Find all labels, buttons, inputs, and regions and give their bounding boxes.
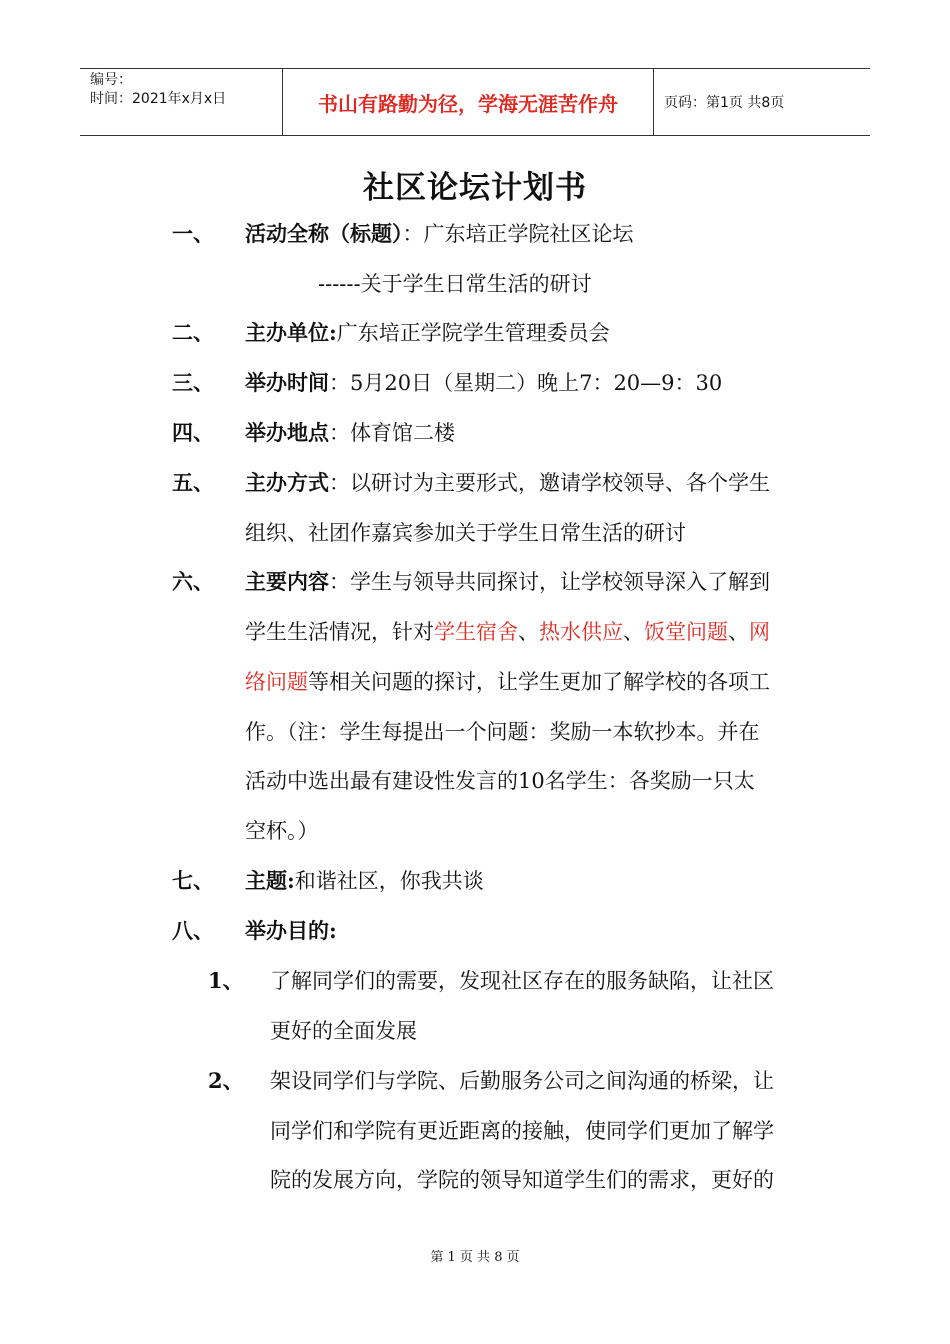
purpose-1-line-2: 更好的全面发展 — [270, 1019, 417, 1043]
section-7-line — [245, 866, 484, 896]
section-1-subtitle: ------关于学生日常生活的研讨 — [318, 272, 592, 296]
time-label: 时间：2021年x月x日 — [90, 91, 227, 107]
section-4-line — [245, 418, 455, 448]
section-6-line-2 — [245, 617, 770, 647]
number-label: 编号： — [90, 72, 132, 88]
document-header — [80, 68, 870, 136]
section-label: 举办时间 — [245, 370, 329, 395]
section-label: 举办地点 — [245, 420, 329, 445]
highlight-network-part2: 络问题 — [245, 670, 308, 694]
section-label: 主办方式 — [245, 470, 329, 495]
highlight-network-part1: 网 — [749, 620, 770, 644]
section-text: 广东培正学院学生管理委员会 — [336, 321, 610, 345]
section-label: 活动全称（标题） — [245, 221, 403, 246]
section-1-line — [245, 219, 634, 249]
section-5-line — [245, 468, 770, 498]
header-page-label: 页码：第1页 共8页 — [664, 95, 785, 111]
section-text: ：体育馆二楼 — [329, 421, 455, 445]
section-number: 三、 — [172, 370, 214, 395]
section-6-line-4: 作。（注：学生每提出一个问题：奖励一本软抄本。并在 — [245, 720, 760, 744]
purpose-2-line-2: 同学们和学院有更近距离的接触，使同学们更加了解学 — [270, 1119, 774, 1143]
section-6-line-5: 活动中选出最有建设性发言的10名学生：各奖励一只太 — [245, 769, 755, 793]
section-6-line-3 — [245, 667, 770, 697]
section-6-line-6: 空杯。） — [245, 819, 319, 843]
section-text: ：以研讨为主要形式，邀请学校领导、各个学生 — [329, 471, 770, 495]
section-label: 主题: — [245, 868, 295, 893]
section-number: 七、 — [172, 868, 214, 893]
section-8-label: 举办目的: — [245, 918, 337, 943]
text-span: 学生生活情况，针对 — [245, 620, 434, 644]
list-number: 1、 — [208, 968, 244, 993]
section-text: 和谐社区，你我共谈 — [294, 869, 484, 893]
section-6-line — [245, 567, 770, 597]
purpose-2-line-3: 院的发展方向，学院的领导知道学生们的需求，更好的 — [270, 1168, 774, 1192]
section-number: 八、 — [172, 918, 214, 943]
text-span: 等相关问题的探讨，让学生更加了解学校的各项工 — [308, 670, 770, 694]
section-number: 一、 — [172, 221, 214, 246]
page-footer: 第 1 页 共 8 页 — [430, 1250, 520, 1265]
section-number: 四、 — [172, 420, 214, 445]
highlight-dorm: 学生宿舍 — [434, 620, 518, 644]
section-3-line — [245, 368, 722, 398]
purpose-2-line-1: 架设同学们与学院、后勤服务公司之间沟通的桥梁，让 — [270, 1069, 774, 1093]
list-number: 2、 — [208, 1068, 244, 1093]
separator: 、 — [623, 620, 644, 644]
section-label: 主办单位: — [245, 320, 337, 345]
section-number: 五、 — [172, 470, 214, 495]
section-number: 二、 — [172, 320, 214, 345]
highlight-hot-water: 热水供应 — [539, 620, 623, 644]
purpose-1-line-1: 了解同学们的需要，发现社区存在的服务缺陷，让社区 — [270, 969, 774, 993]
separator: 、 — [728, 620, 749, 644]
highlight-canteen: 饭堂问题 — [644, 620, 728, 644]
section-text: ：学生与领导共同探讨，让学校领导深入了解到 — [329, 570, 770, 594]
header-motto: 书山有路勤为径，学海无涯苦作舟 — [282, 69, 654, 135]
section-number: 六、 — [172, 569, 214, 594]
document-title: 社区论坛计划书 — [363, 170, 587, 206]
section-text: ：5月20日（星期二）晚上7：20—9：30 — [329, 371, 723, 395]
header-meta — [80, 69, 282, 135]
section-label: 主要内容 — [245, 569, 329, 594]
section-text: ：广东培正学院社区论坛 — [402, 222, 634, 246]
section-5-line-2: 组织、社团作嘉宾参加关于学生日常生活的研讨 — [245, 521, 686, 545]
separator: 、 — [518, 620, 539, 644]
section-2-line — [245, 318, 610, 348]
